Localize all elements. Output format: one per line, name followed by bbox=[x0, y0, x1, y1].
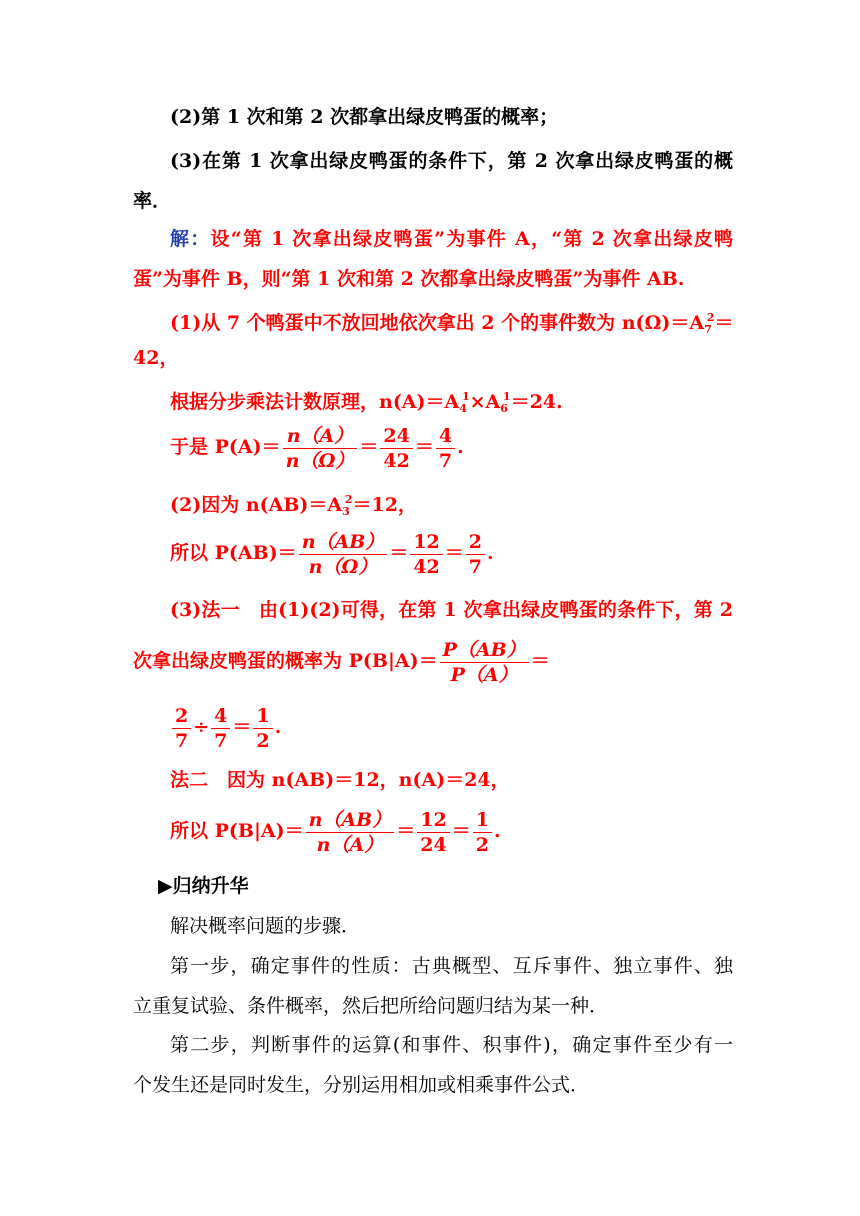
summary-step1-line-1: 第一步，确定事件的性质：古典概型、互斥事件、独立事件、独 bbox=[170, 955, 733, 977]
m2-fraction-2: $\frac{12}{24}$ bbox=[417, 808, 449, 857]
summary-step2-line-2: 个发生还是同时发生，分别运用相加或相乘事件公式． bbox=[133, 1074, 590, 1096]
solution-intro-1: 设“第 1 次拿出绿皮鸭蛋”为事件 A，“第 2 次拿出绿皮鸭 bbox=[210, 228, 733, 250]
part2-result: ＝12， bbox=[352, 494, 417, 516]
p1-prefix: 于是 P(A)＝ bbox=[170, 436, 281, 458]
part1-nA-text: 根据分步乘法计数原理，n(A)＝A bbox=[170, 391, 460, 413]
m2-fraction-1: $\frac{n(AB)}{n(A)}$ bbox=[306, 808, 395, 857]
question-3-line-1: (3)在第 1 次拿出绿皮鸭蛋的条件下，第 2 次拿出绿皮鸭蛋的概 bbox=[170, 150, 733, 172]
p1-fraction-2: $\frac{24}{42}$ bbox=[380, 424, 412, 473]
part1-count-text: (1)从 7 个鸭蛋中不放回地依次拿出 2 个的事件数为 n(Ω)＝A bbox=[170, 312, 705, 334]
summary-heading: ▶归纳升华 bbox=[158, 875, 249, 897]
part1-line-3: 根据分步乘法计数原理，$n(A)=A_4^1\times A_6^1=24$. bbox=[170, 390, 563, 415]
method2-probability: 所以 P(B|A)＝ $\frac{n(AB)}{n(A)}$ ＝ $\frac{12}{24}$ ＝ $\frac{1}{2}$ . bbox=[170, 808, 501, 856]
m2-fraction-3: $\frac{1}{2}$ bbox=[473, 808, 492, 857]
part1-count-eq: ＝ bbox=[714, 312, 734, 334]
p3-fraction-2: $\frac{2}{7}$ bbox=[172, 704, 191, 753]
summary-step1-line-2: 立重复试验、条件概率，然后把所给问题归结为某一种． bbox=[133, 995, 609, 1017]
part1-nA-result: ＝24. bbox=[510, 391, 563, 413]
part2-text: (2)因为 n(AB)＝A bbox=[170, 494, 343, 516]
part3-line-1: (3)法一 由(1)(2)可得，在第 1 次拿出绿皮鸭蛋的条件下，第 2 bbox=[170, 599, 733, 621]
p2-fraction-3: $\frac{2}{7}$ bbox=[466, 530, 485, 579]
p3-fraction-3: $\frac{4}{7}$ bbox=[211, 704, 230, 753]
part3-line-2: 次拿出绿皮鸭蛋的概率为 P(B|A)＝ $\frac{P(AB)}{P(A)}$ ＝ bbox=[133, 638, 550, 686]
p2-fraction-1: $\frac{n(AB)}{n(\Omega)}$ bbox=[299, 530, 388, 579]
p3-fraction-1: $\frac{P(AB)}{P(A)}$ bbox=[440, 638, 529, 687]
solution-line-1 bbox=[170, 226, 733, 252]
part1-probability: 于是 P(A)＝ $\frac{n(A)}{n(\Omega)}$ ＝ $\frac{24}{42}$ ＝ $\frac{4}{7}$ . bbox=[170, 424, 464, 472]
part3-line-3: $\frac{2}{7}$ ÷ $\frac{4}{7}$ ＝ $\frac{1}{2}$ . bbox=[170, 700, 770, 754]
part1-times: ×A bbox=[469, 391, 501, 413]
part1-line-2: 42， bbox=[133, 347, 179, 369]
part1-line-1: (1)从 7 个鸭蛋中不放回地依次拿出 2 个的事件数为 $n(\Omega)=A_7^2=$ bbox=[170, 311, 734, 336]
method2-line-1: 法二 因为 n(AB)＝12，n(A)＝24， bbox=[170, 769, 510, 791]
method2-label: 法二 bbox=[170, 769, 209, 791]
p1-fraction-3: $\frac{4}{7}$ bbox=[436, 424, 455, 473]
p3-fraction-4: $\frac{1}{2}$ bbox=[253, 704, 272, 753]
p2-fraction-2: $\frac{12}{42}$ bbox=[410, 530, 442, 579]
p1-fraction-1: $\frac{n(A)}{n(\Omega)}$ bbox=[283, 424, 358, 473]
question-3-line-2: 率． bbox=[133, 190, 172, 212]
part2-probability: 所以 P(AB)＝ $\frac{n(AB)}{n(\Omega)}$ ＝ $\frac{12}{42}$ ＝ $\frac{2}{7}$ . bbox=[170, 530, 494, 578]
solution-line-2: 蛋”为事件 B，则“第 1 次和第 2 次都拿出绿皮鸭蛋”为事件 AB. bbox=[133, 268, 685, 290]
summary-step2-line-1: 第二步，判断事件的运算(和事件、积事件)，确定事件至少有一 bbox=[170, 1034, 733, 1056]
solution-label: 解： bbox=[170, 228, 211, 250]
part2-line-1: (2)因为 $n(AB)=A_3^2=12$， bbox=[170, 493, 417, 518]
question-2: (2)第 1 次和第 2 次都拿出绿皮鸭蛋的概率； bbox=[170, 106, 559, 128]
summary-line-1: 解决概率问题的步骤． bbox=[170, 915, 361, 937]
